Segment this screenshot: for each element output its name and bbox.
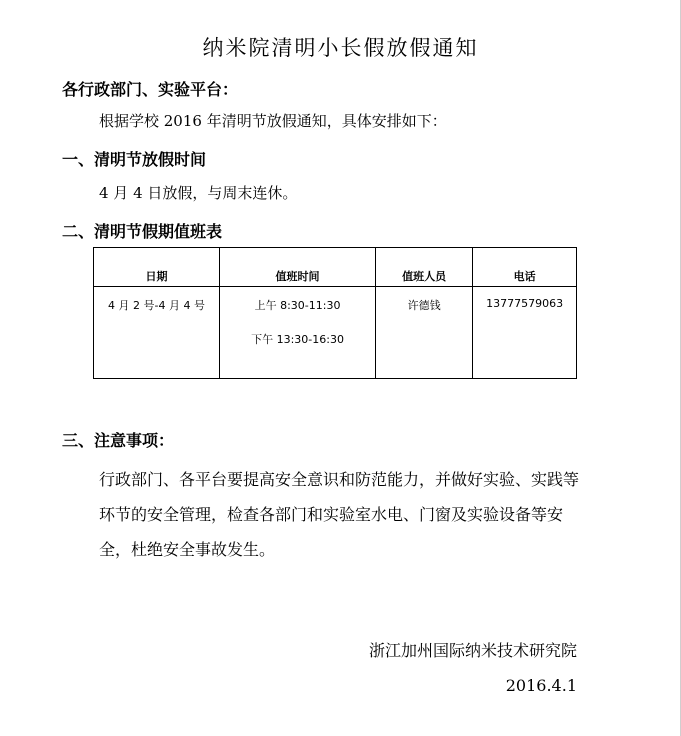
duty-schedule-table — [93, 247, 577, 379]
time-morning: 上午 8:30-11:30 — [254, 299, 341, 312]
signature-organization: 浙江加州国际纳米技术研究院 — [368, 641, 577, 660]
cell-time — [220, 287, 376, 379]
section-1-text: 4 月 4 日放假，与周末连休。 — [99, 184, 298, 202]
header-staff: 值班人员 — [375, 248, 472, 287]
time-afternoon: 下午 13:30-16:30 — [251, 333, 344, 346]
cell-date: 4 月 2 号-4 月 4 号 — [94, 287, 220, 379]
table-header-row — [94, 248, 577, 287]
cell-phone: 13777579063 — [473, 287, 577, 379]
signature-date: 2016.4.1 — [505, 676, 577, 695]
section-1-heading: 一、清明节放假时间 — [62, 150, 207, 169]
intro-paragraph: 根据学校 2016 年清明节放假通知，具体安排如下： — [99, 112, 447, 130]
cell-staff: 许德钱 — [375, 287, 472, 379]
section-2-heading: 二、清明节假期值班表 — [62, 222, 223, 241]
header-date: 日期 — [94, 248, 220, 287]
section-3-heading: 三、注意事项： — [62, 431, 175, 450]
table-row — [94, 287, 577, 379]
section-3-text: 行政部门、各平台要提高安全意识和防范能力，并做好实验、实践等环节的安全管理，检查各部门和实验室水电、门窗及实验设备等安全，杜绝安全事故发生。 — [99, 470, 580, 559]
header-time: 值班时间 — [220, 248, 376, 287]
document-title: 纳米院清明小长假放假通知 — [202, 36, 479, 60]
header-phone: 电话 — [473, 248, 577, 287]
salutation: 各行政部门、实验平台： — [62, 80, 239, 99]
